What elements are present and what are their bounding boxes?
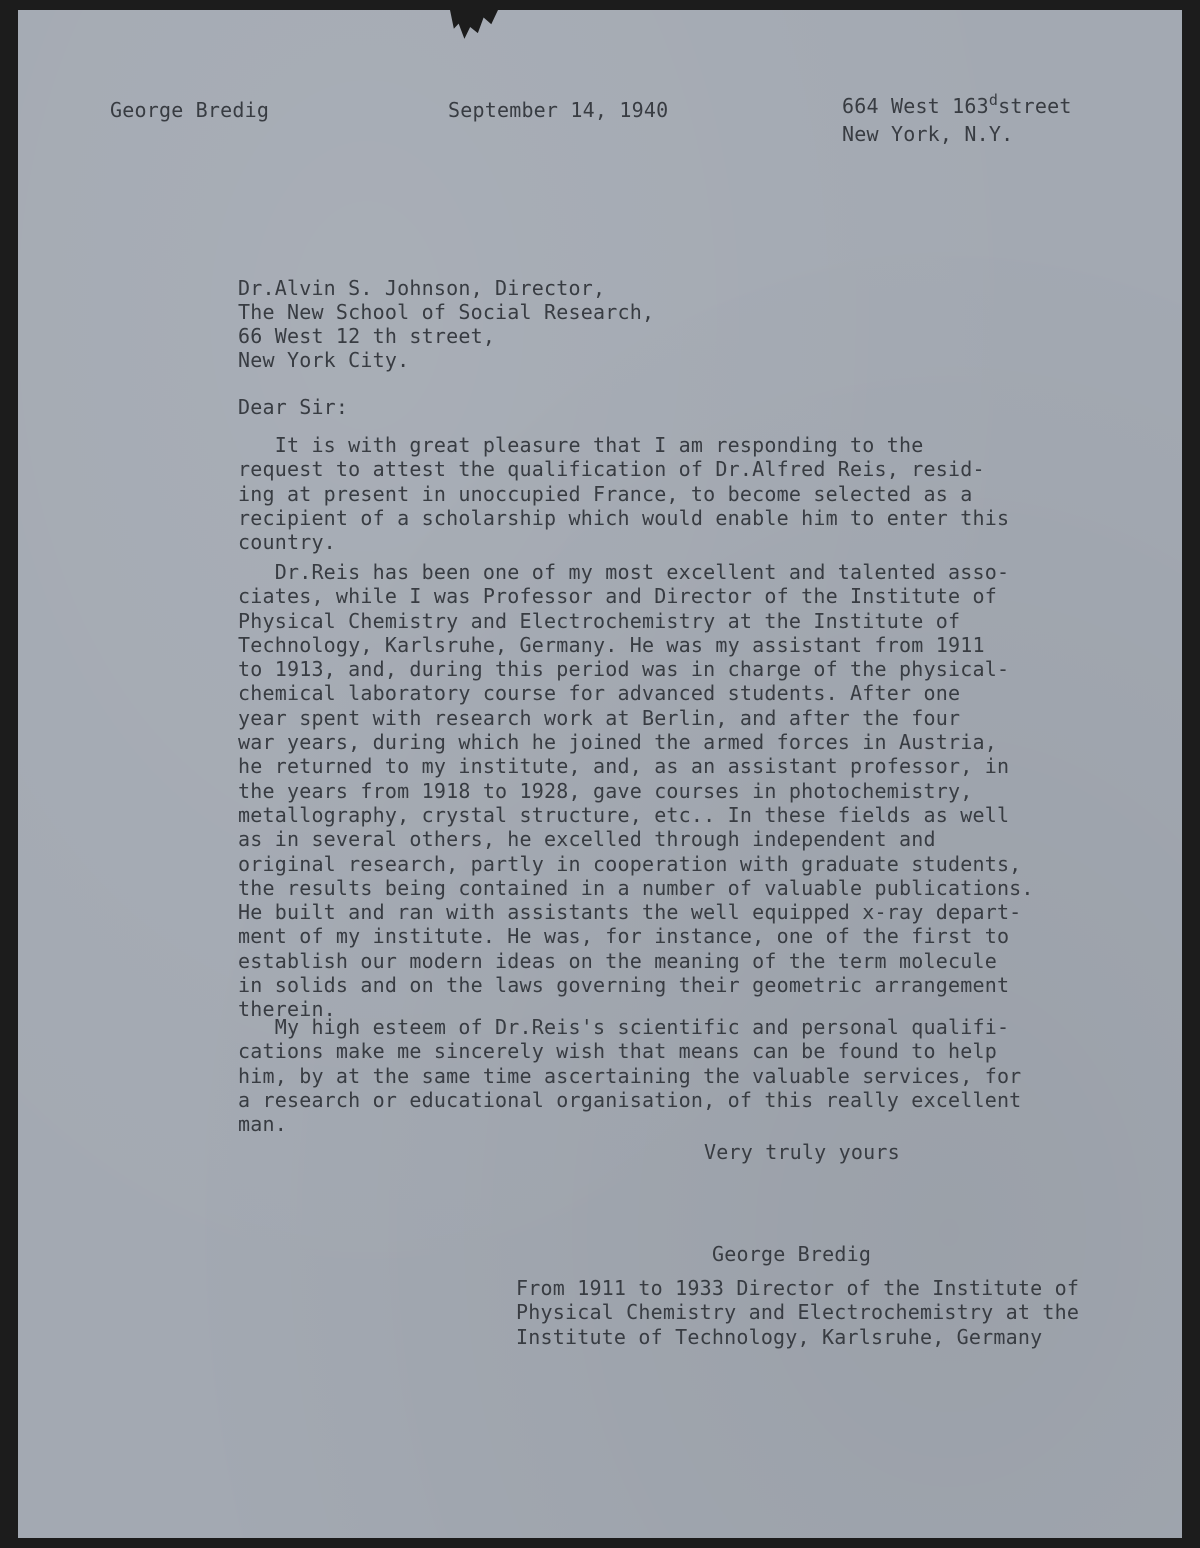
- letter-page: [18, 10, 1182, 1538]
- address-line1-superscript: d: [988, 91, 999, 109]
- sender-address-line2: New York, N.Y.: [842, 122, 1014, 146]
- closing: Very truly yours: [704, 1140, 900, 1164]
- recipient-line1: Dr.Alvin S. Johnson, Director,: [238, 276, 606, 300]
- torn-edge: [450, 10, 498, 44]
- body-paragraph-2: Dr.Reis has been one of my most excellent and talented asso- ciates, while I was Professor and Director of the Institute of Physical Chemistry and Electrochemistry at the Institute of Technology, Karlsruhe, Germany. He was my assistant from 1911 to 1913, and, during this period was in charge of the physical- chemical laboratory course for advanced students. After one year spent with research work at Berlin, and after the four war years, during which he joined the armed forces in Austria, he returned to my institute, and, as an assistant professor, in the years from 1918 to 1928, gave courses in photochemistry, metallography, crystal structure, etc.. In these fields as well as in several others, he excelled through independent and original research, partly in cooperation with graduate students, the results being contained in a number of valuable publications. He built and ran with assistants the well equipped x-ray depart- ment of my institute. He was, for instance, one of the first to establish our modern ideas on the meaning of the term molecule in solids and on the laws governing their geometric arrangement therein.: [238, 560, 1034, 1022]
- body-paragraph-3: My high esteem of Dr.Reis's scientific and personal qualifi- cations make me sincerely wish that means can be found to help him, by at the same time ascertaining the valuable services, for a research or educational organisation, of this really excellent man.: [238, 1015, 1022, 1137]
- sender-name: George Bredig: [110, 98, 270, 122]
- recipient-line2: The New School of Social Research,: [238, 300, 655, 324]
- signature-title: From 1911 to 1933 Director of the Institute of Physical Chemistry and Electrochemistry at the Institute of Technology, Karlsruhe, Germany: [516, 1276, 1080, 1349]
- address-line1-suffix: street: [998, 94, 1072, 118]
- salutation: Dear Sir:: [238, 395, 349, 419]
- address-line1-prefix: 664 West 163: [842, 94, 989, 118]
- signature-name: George Bredig: [712, 1242, 872, 1266]
- sender-address-line1: [842, 91, 1072, 118]
- recipient-line4: New York City.: [238, 348, 410, 372]
- recipient-line3: 66 West 12 th street,: [238, 324, 496, 348]
- body-paragraph-1: It is with great pleasure that I am responding to the request to attest the qualification of Dr.Alfred Reis, resid- ing at present in unoccupied France, to become selected as a recipient of a scholarship which would enable him to enter this country.: [238, 433, 1010, 555]
- letter-date: September 14, 1940: [448, 98, 669, 122]
